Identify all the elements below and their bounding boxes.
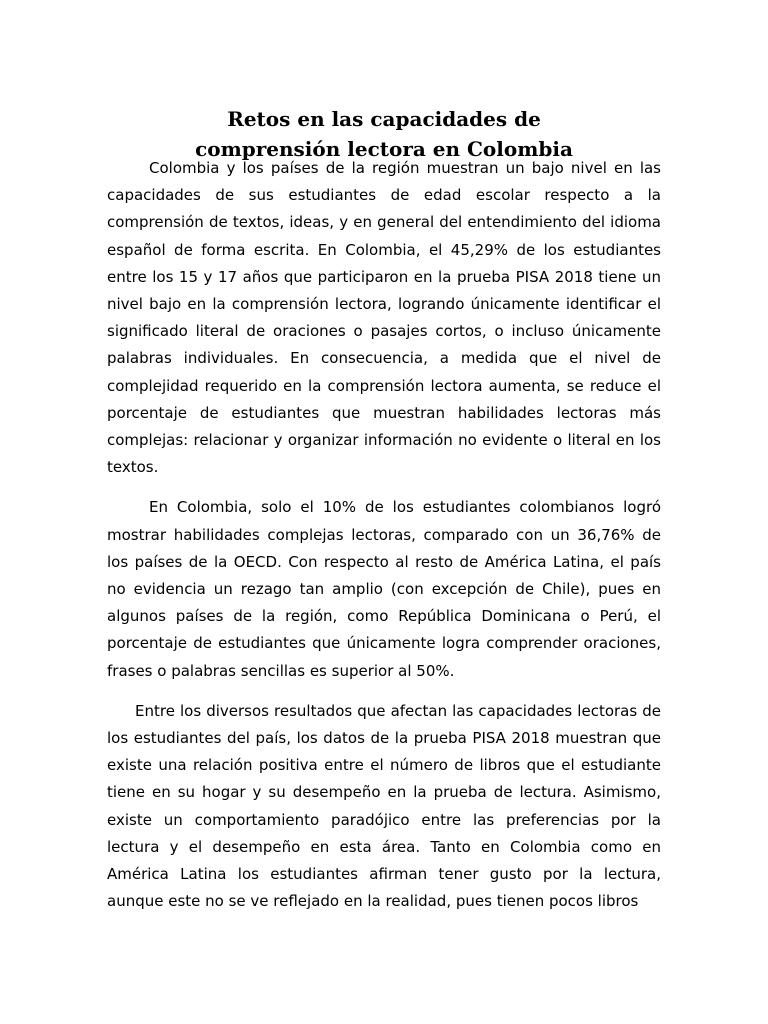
title-line-2: comprensión lectora en Colombia xyxy=(195,137,573,162)
title-line-1: Retos en las capacidades de xyxy=(227,107,541,132)
paragraph-1: Colombia y los países de la región muestran un bajo nivel en las capacidades de sus estudiantes de edad escolar respecto a la comprensión de textos, ideas, y en general del entendimiento del idioma español de forma escrita. En Colombia, el 45,29% de los estudiantes entre los 15 y 17 años que participaron en la prueba PISA 2018 tiene un nivel bajo en la comprensión lectora, logrando únicamente identificar el significado literal de oraciones o pasajes cortos, o incluso únicamente palabras individuales. En consecuencia, a medida que el nivel de complejidad requerido en la comprensión lectora aumenta, se reduce el porcentaje de estudiantes que muestran habilidades lectoras más complejas: relacionar y organizar información no evidente o literal en los textos. xyxy=(107,159,661,477)
paragraph-3: Entre los diversos resultados que afectan las capacidades lectoras de los estudiantes del país, los datos de la prueba PISA 2018 muestran que existe una relación positiva entre el número de libros que el estudiante tiene en su hogar y su desempeño en la prueba de lectura. Asimismo, existe un comportamiento paradójico entre las preferencias por la lectura y el desempeño en esta área. Tanto en Colombia como en América Latina los estudiantes afirman tener gusto por la lectura, aunque este no se ve reflejado en la realidad, pues tienen pocos libros xyxy=(107,701,661,911)
document-body xyxy=(107,155,661,915)
paragraph-2: En Colombia, solo el 10% de los estudiantes colombianos logró mostrar habilidades complejas lectoras, comparado con un 36,76% de los países de la OECD. Con respecto al resto de América Latina, el país no evidencia un rezago tan amplio (con excepción de Chile), pues en algunos países de la región, como República Dominicana o Perú, el porcentaje de estudiantes que únicamente logra comprender oraciones, frases o palabras sencillas es superior al 50%. xyxy=(107,498,661,680)
